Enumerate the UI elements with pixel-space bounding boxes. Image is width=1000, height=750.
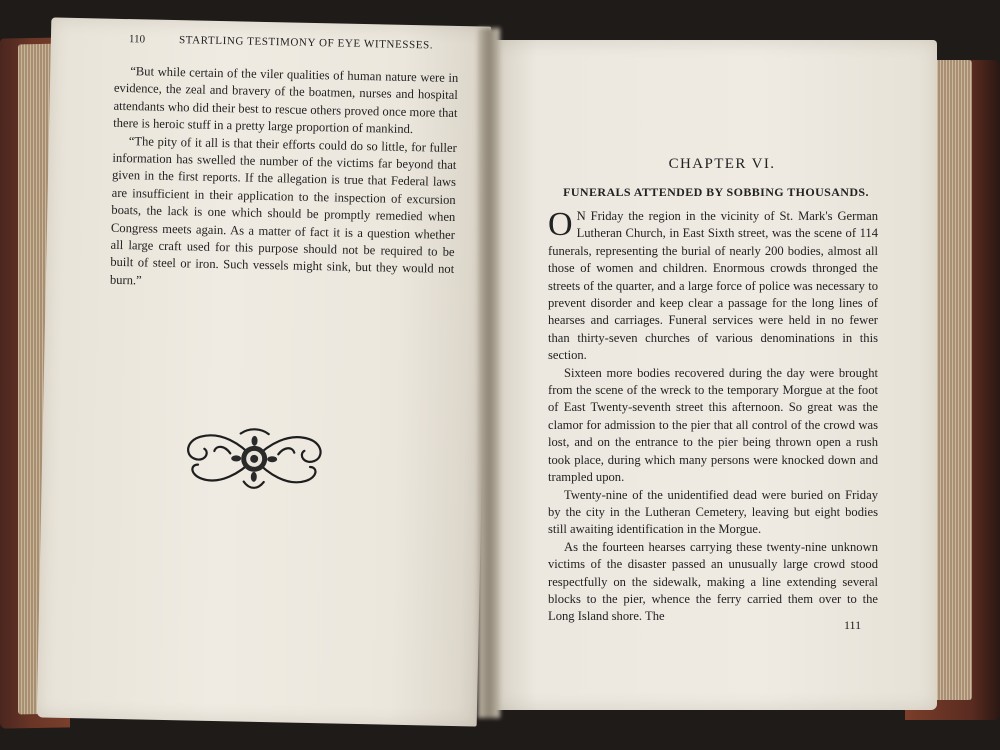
floral-ornament-icon: [179, 422, 328, 495]
left-page-body: [110, 63, 459, 296]
left-paragraph-1: “But while certain of the viler qualities of human nature were in evidence, the zeal and bravery of the boatmen, nurses and hospital attendants who did their best to rescue others proved once more that there is heroic stuff in a pretty large proportion of mankind.: [113, 64, 459, 137]
right-page: [492, 40, 937, 710]
left-paragraph-2: “The pity of it all is that their efforts could do so little, for fuller information has swelled the number of the victims far beyond that given in the first reports. If the allegation is true that Federal laws are insufficient in their application to the inspection of excursion boats, the lack is one which should be promptly remedied when Congress meets again. As a matter of fact it is a question whether all large craft used for this purpose should not be required to be built of steel or iron. Such vessels might sink, but they would not burn.”: [109, 133, 457, 288]
running-head-title: STARTLING TESTIMONY OF EYE WITNESSES.: [178, 34, 434, 52]
chapter-title: CHAPTER VI.: [668, 156, 776, 172]
right-paragraph-1: [548, 208, 878, 365]
left-page-number: 110: [128, 33, 146, 46]
left-page: [37, 17, 492, 726]
right-paragraph-4: As the fourteen hearses carrying these twenty-nine unknown victims of the disaster passed an unusually large crowd stood respectfully on the sidewalk, making a line extending several blocks to the pier, whence the ferry carried them over to the Long Island shore. The: [548, 539, 878, 624]
chapter-subtitle: FUNERALS ATTENDED BY SOBBING THOUSANDS.: [563, 185, 869, 199]
right-page-body: [548, 208, 878, 626]
right-paragraph-3: Twenty-nine of the unidentified dead were buried on Friday by the city in the Lutheran Cemetery, leaving but eight bodies still awaiting identification in the Morgue.: [548, 487, 878, 537]
running-head: [129, 33, 489, 53]
right-paragraph-2: Sixteen more bodies recovered during the day were brought from the scene of the wreck to the temporary Morgue at the foot of East Twenty-seventh street this afternoon. So great was the clamor for admission to the pier that all control of the crowd was lost, and on the entrance to the pier being thrown open a rush took place, during which many persons were knocked down and trampled upon.: [548, 365, 878, 485]
first-paragraph-text: N Friday the region in the vicinity of St. Mark's German Lutheran Church, in East Sixth street, was the scene of 114 funerals, representing the burial of nearly 200 bodies, almost all those of women and children. Enormous crowds thronged the streets of the quarter, and a large force of police was necessary to prevent disorder and keep clear a passage for the long lines of hearses and carriages. Funeral services were held in no fewer than thirty-seven churches of various denominations in this section.: [548, 209, 878, 363]
right-page-number: 111: [844, 618, 862, 632]
book-gutter: [478, 28, 500, 718]
drop-cap: O: [548, 206, 573, 243]
